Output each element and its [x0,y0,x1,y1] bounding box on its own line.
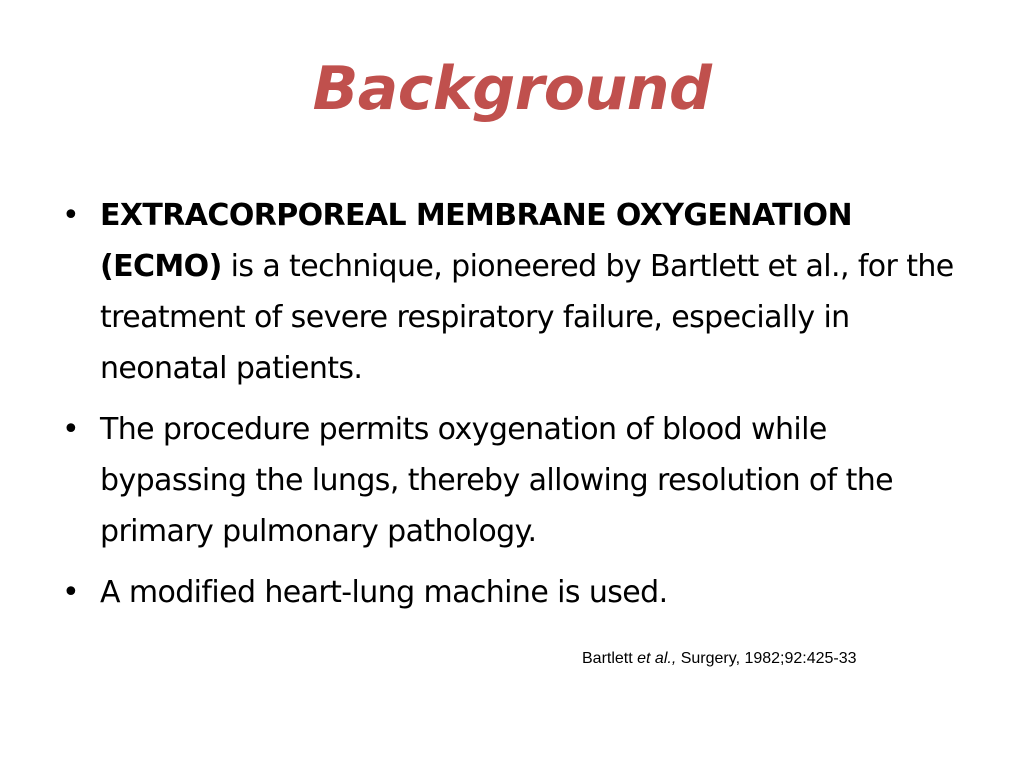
citation [582,648,857,670]
bullet-text: The procedure permits oxygenation of blood while bypassing the lungs, thereby allowing resolution of the primary pulmonary pathology. [100,412,894,549]
bullet-item [62,190,972,394]
bullet-text: A modified heart-lung machine is used. [100,575,668,610]
slide-title: Background [312,54,712,124]
bullet-list [62,190,972,628]
citation-et-al: et al., [637,650,677,667]
bullet-text: is a technique, pioneered by Bartlett et al., for the treatment of severe respiratory failure, especially in neonatal patients. [100,249,954,386]
bullet-icon: • [62,575,80,610]
citation-author: Bartlett [582,650,638,667]
citation-journal: Surgery, 1982;92:425-33 [676,650,857,667]
bullet-bold-term: EXTRACORPOREAL MEMBRANE OXYGENATION (ECMO) [100,198,852,284]
bullet-icon: • [62,198,80,233]
bullet-item [62,404,972,557]
bullet-icon: • [62,412,80,447]
bullet-item [62,567,972,618]
